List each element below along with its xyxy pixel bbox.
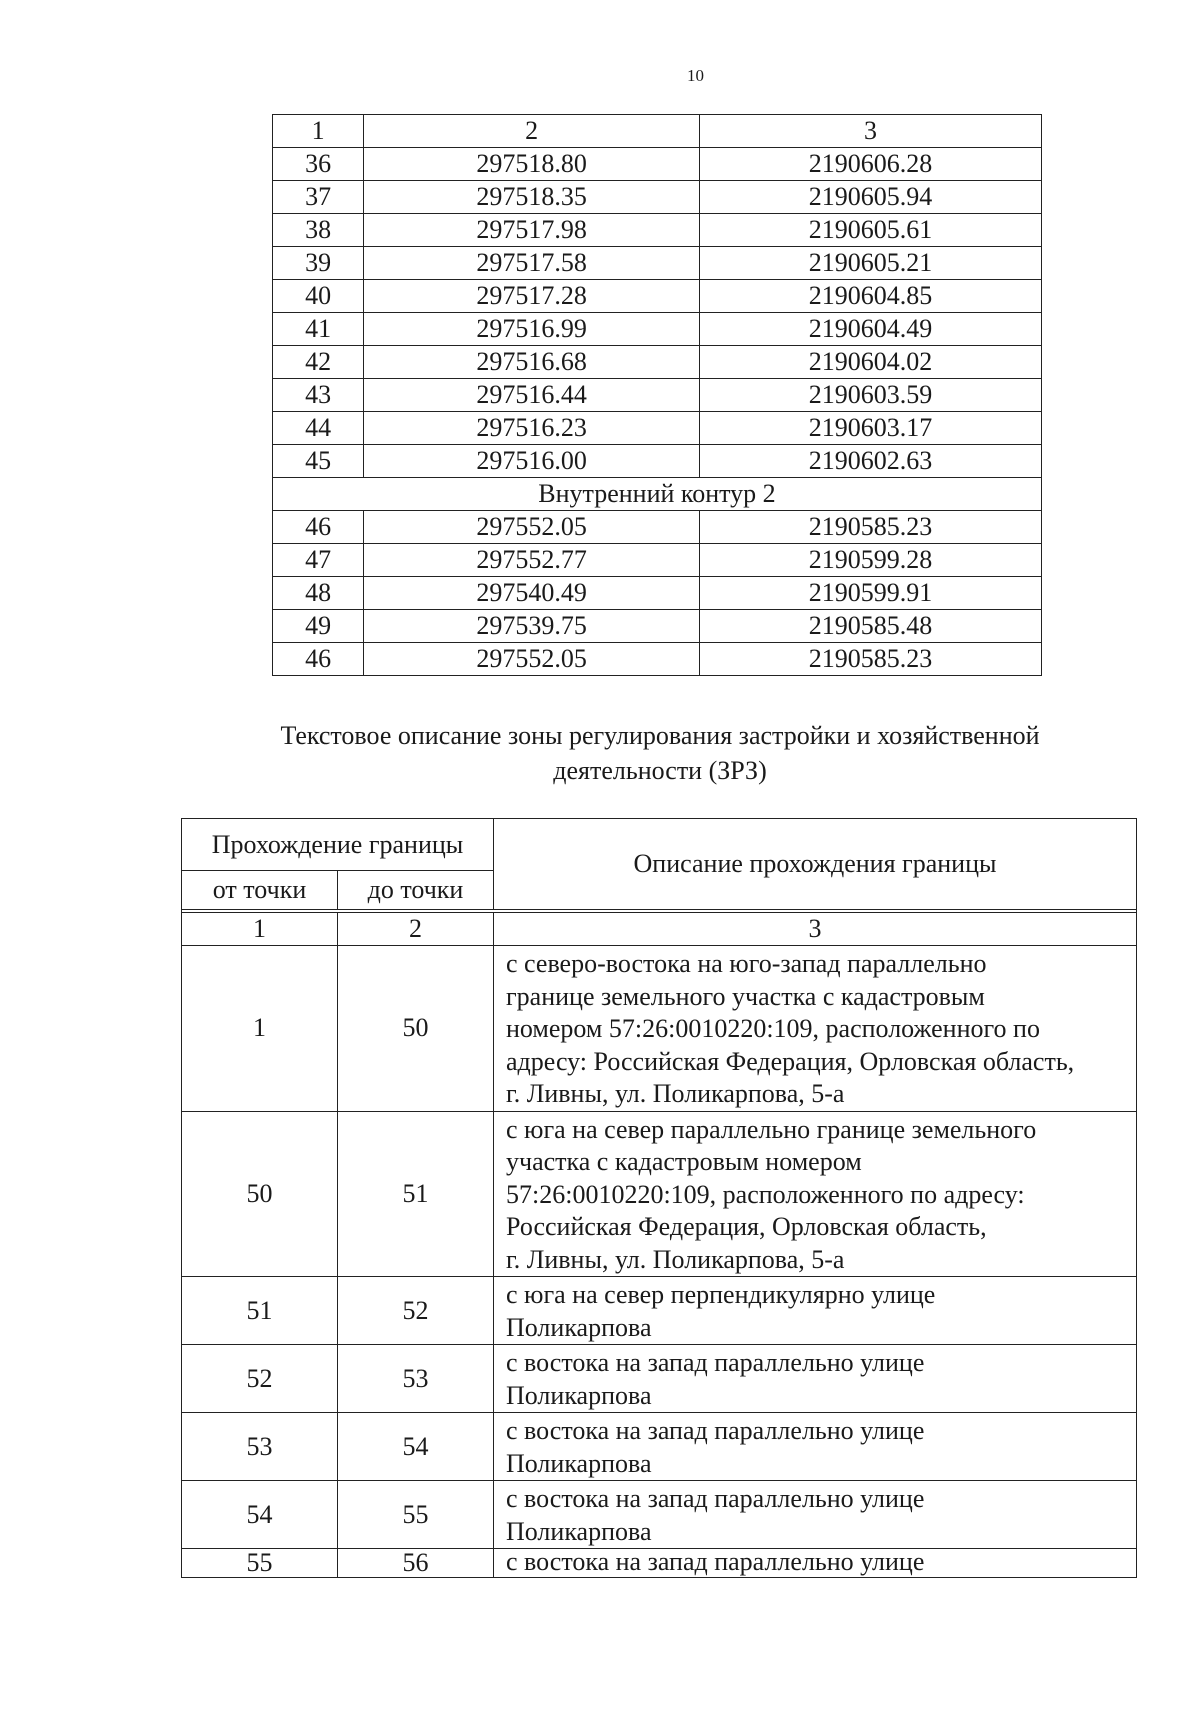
point-number-cell: 49 (273, 610, 364, 643)
description-line: с юга на север параллельно границе земельного (506, 1114, 1037, 1144)
section-title-line: деятельности (ЗРЗ) (553, 756, 767, 785)
description-line: с востока на запад параллельно улице (506, 1348, 925, 1377)
desc-header-row (182, 819, 1137, 871)
contour-section-label: Внутренний контур 2 (273, 478, 1042, 511)
coord-row (273, 214, 1042, 247)
y-coordinate-cell: 2190585.48 (700, 610, 1042, 643)
coord-row (273, 610, 1042, 643)
point-number-cell: 46 (273, 643, 364, 676)
y-coordinate-cell: 2190604.85 (700, 280, 1042, 313)
from-point-cell: 1 (182, 946, 338, 1112)
description-cell (494, 1481, 1137, 1549)
boundary-row (182, 946, 1137, 1112)
point-number-cell: 36 (273, 148, 364, 181)
from-point-cell: 52 (182, 1345, 338, 1413)
contour-section-row (273, 478, 1042, 511)
coord-header-cell: 3 (700, 115, 1042, 148)
description-cell (494, 946, 1137, 1112)
description-line: 57:26:0010220:109, расположенного по адресу: (506, 1179, 1025, 1209)
description-line: номером 57:26:0010220:109, расположенного по (506, 1014, 1040, 1043)
x-coordinate-cell: 297516.23 (364, 412, 700, 445)
coord-row (273, 511, 1042, 544)
to-point-cell: 50 (338, 946, 494, 1112)
y-coordinate-cell: 2190605.61 (700, 214, 1042, 247)
x-coordinate-cell: 297518.35 (364, 181, 700, 214)
y-coordinate-cell: 2190604.02 (700, 346, 1042, 379)
x-coordinate-cell: 297552.77 (364, 544, 700, 577)
section-title (160, 718, 1160, 788)
y-coordinate-cell: 2190605.21 (700, 247, 1042, 280)
point-number-cell: 42 (273, 346, 364, 379)
coord-row (273, 577, 1042, 610)
coord-row (273, 181, 1042, 214)
description-line: с северо-востока на юго-запад параллельно (506, 949, 987, 978)
description-cell (494, 1111, 1137, 1277)
point-number-cell: 47 (273, 544, 364, 577)
x-coordinate-cell: 297516.99 (364, 313, 700, 346)
boundary-row (182, 1111, 1137, 1277)
x-coordinate-cell: 297516.44 (364, 379, 700, 412)
from-point-cell: 55 (182, 1549, 338, 1578)
page-number: 10 (687, 66, 704, 85)
description-line: с востока на запад параллельно улице (506, 1484, 925, 1513)
number-cell: 2 (338, 913, 494, 946)
from-point-cell: 50 (182, 1111, 338, 1277)
boundary-description-table (181, 818, 1137, 1578)
description-line: г. Ливны, ул. Поликарпова, 5-а (506, 1079, 845, 1108)
section-title-line: Текстовое описание зоны регулирования застройки и хозяйственной (280, 721, 1040, 750)
coordinates-table (272, 114, 1042, 676)
x-coordinate-cell: 297552.05 (364, 511, 700, 544)
description-line: с востока на запад параллельно улице (506, 1416, 925, 1445)
x-coordinate-cell: 297540.49 (364, 577, 700, 610)
coord-header-cell: 2 (364, 115, 700, 148)
y-coordinate-cell: 2190599.91 (700, 577, 1042, 610)
description-line: адресу: Российская Федерация, Орловская область, (506, 1046, 1075, 1076)
y-coordinate-cell: 2190585.23 (700, 643, 1042, 676)
description-cell (494, 1277, 1137, 1345)
y-coordinate-cell: 2190605.94 (700, 181, 1042, 214)
description-line: границе земельного участка с кадастровым (506, 981, 985, 1011)
header-from-cell: от точки (182, 871, 338, 910)
coord-row (273, 379, 1042, 412)
boundary-row (182, 1549, 1137, 1578)
y-coordinate-cell: 2190585.23 (700, 511, 1042, 544)
point-number-cell: 39 (273, 247, 364, 280)
x-coordinate-cell: 297552.05 (364, 643, 700, 676)
header-description-cell: Описание прохождения границы (494, 819, 1137, 910)
point-number-cell: 43 (273, 379, 364, 412)
description-line: г. Ливны, ул. Поликарпова, 5-а (506, 1244, 845, 1274)
description-line: с юга на север перпендикулярно улице (506, 1280, 936, 1309)
header-to-cell: до точки (338, 871, 494, 910)
boundary-row (182, 1277, 1137, 1345)
coord-header-row (273, 115, 1042, 148)
from-point-cell: 51 (182, 1277, 338, 1345)
description-line: с востока на запад параллельно улице (506, 1547, 925, 1576)
header-group-cell: Прохождение границы (182, 819, 494, 871)
coord-header-cell: 1 (273, 115, 364, 148)
x-coordinate-cell: 297539.75 (364, 610, 700, 643)
point-number-cell: 44 (273, 412, 364, 445)
coord-row (273, 247, 1042, 280)
description-line: Поликарпова (506, 1380, 652, 1410)
boundary-row (182, 1345, 1137, 1413)
description-line: Поликарпова (506, 1312, 652, 1342)
coord-row (273, 643, 1042, 676)
from-point-cell: 54 (182, 1481, 338, 1549)
description-cell (494, 1549, 1137, 1578)
point-number-cell: 38 (273, 214, 364, 247)
y-coordinate-cell: 2190599.28 (700, 544, 1042, 577)
x-coordinate-cell: 297517.98 (364, 214, 700, 247)
to-point-cell: 52 (338, 1277, 494, 1345)
coord-row (273, 280, 1042, 313)
boundary-row (182, 1413, 1137, 1481)
x-coordinate-cell: 297518.80 (364, 148, 700, 181)
x-coordinate-cell: 297516.00 (364, 445, 700, 478)
y-coordinate-cell: 2190603.59 (700, 379, 1042, 412)
x-coordinate-cell: 297517.28 (364, 280, 700, 313)
coord-row (273, 148, 1042, 181)
description-line: Российская Федерация, Орловская область, (506, 1212, 987, 1241)
coord-row (273, 445, 1042, 478)
coord-row (273, 412, 1042, 445)
coord-row (273, 313, 1042, 346)
point-number-cell: 37 (273, 181, 364, 214)
description-line: Поликарпова (506, 1448, 652, 1478)
to-point-cell: 53 (338, 1345, 494, 1413)
to-point-cell: 56 (338, 1549, 494, 1578)
y-coordinate-cell: 2190603.17 (700, 412, 1042, 445)
coord-row (273, 544, 1042, 577)
to-point-cell: 55 (338, 1481, 494, 1549)
desc-number-row (182, 913, 1137, 946)
point-number-cell: 46 (273, 511, 364, 544)
to-point-cell: 51 (338, 1111, 494, 1277)
number-cell: 3 (494, 913, 1137, 946)
coord-row (273, 346, 1042, 379)
point-number-cell: 48 (273, 577, 364, 610)
description-cell (494, 1413, 1137, 1481)
point-number-cell: 45 (273, 445, 364, 478)
from-point-cell: 53 (182, 1413, 338, 1481)
boundary-row (182, 1481, 1137, 1549)
y-coordinate-cell: 2190604.49 (700, 313, 1042, 346)
point-number-cell: 40 (273, 280, 364, 313)
x-coordinate-cell: 297517.58 (364, 247, 700, 280)
description-cell (494, 1345, 1137, 1413)
description-line: Поликарпова (506, 1516, 652, 1546)
point-number-cell: 41 (273, 313, 364, 346)
x-coordinate-cell: 297516.68 (364, 346, 700, 379)
y-coordinate-cell: 2190606.28 (700, 148, 1042, 181)
description-line: участка с кадастровым номером (506, 1147, 862, 1176)
y-coordinate-cell: 2190602.63 (700, 445, 1042, 478)
number-cell: 1 (182, 913, 338, 946)
to-point-cell: 54 (338, 1413, 494, 1481)
